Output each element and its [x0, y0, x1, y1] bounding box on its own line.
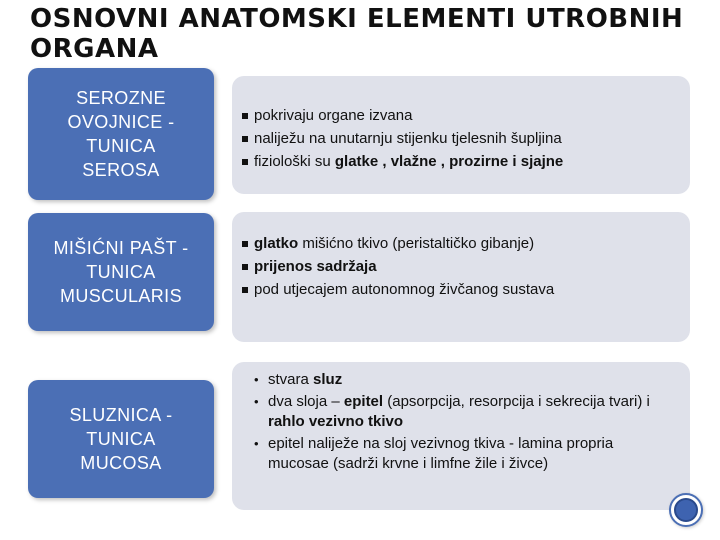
- bullet-item: [232, 104, 690, 127]
- section-label-mucosa: [28, 380, 214, 498]
- section-panel-serosa: [232, 76, 690, 194]
- section-label-muscularis: [28, 213, 214, 331]
- bold-text: glatko: [254, 235, 299, 252]
- bold-text: prijenos sadržaja: [254, 258, 377, 275]
- text-run: epitel naliježe na sloj vezivnog tkiva - lamina propria mucosae (sadrži krvne i limfne žile i živce): [268, 435, 614, 472]
- bold-text: glatke , vlažne , prozirne i sjajne: [334, 153, 564, 170]
- bullet-item: [232, 150, 690, 173]
- text-run: dva sloja –: [268, 393, 344, 410]
- bold-text: sluz: [313, 371, 343, 388]
- text-run: stvara: [268, 371, 314, 388]
- section-panel-muscularis: [232, 212, 690, 342]
- bullet-item: [232, 127, 690, 150]
- section-label-text: SLUZNICA - TUNICA MUCOSA: [69, 405, 173, 473]
- text-run: fiziološki su: [254, 153, 335, 170]
- text-run: pokrivaju organe izvana: [254, 107, 413, 124]
- text-run: naliježu na unutarnju stijenku tjelesnih šupljina: [254, 130, 562, 147]
- text-run: (apsorpcija, resorpcija i sekrecija tvari) i: [383, 393, 650, 410]
- bullet-item: [232, 255, 690, 278]
- bullet-item: [232, 278, 690, 301]
- bullet-list: [232, 232, 690, 301]
- bold-text: rahlo vezivno tkivo: [268, 413, 404, 430]
- bullet-item: [232, 392, 650, 432]
- bullet-list: [232, 104, 690, 173]
- bullet-list: [232, 370, 650, 474]
- bold-text: epitel: [343, 393, 384, 410]
- text-run: pod utjecajem autonomnog živčanog sustava: [254, 281, 555, 298]
- navigation-circle-inner: [674, 498, 698, 522]
- bullet-item: [232, 232, 690, 255]
- section-label-text: SEROZNE OVOJNICE - TUNICA SEROSA: [67, 88, 175, 180]
- bullet-item: [232, 370, 650, 390]
- section-panel-mucosa: [232, 362, 690, 510]
- slide-title: OSNOVNI ANATOMSKI ELEMENTI UTROBNIH ORGANA: [30, 4, 684, 64]
- bullet-item: [232, 434, 650, 474]
- section-label-serosa: [28, 68, 214, 200]
- navigation-circle-icon[interactable]: [669, 493, 703, 527]
- text-run: mišićno tkivo (peristaltičko gibanje): [298, 235, 535, 252]
- section-label-text: MIŠIĆNI PAŠT - TUNICA MUSCULARIS: [53, 238, 189, 306]
